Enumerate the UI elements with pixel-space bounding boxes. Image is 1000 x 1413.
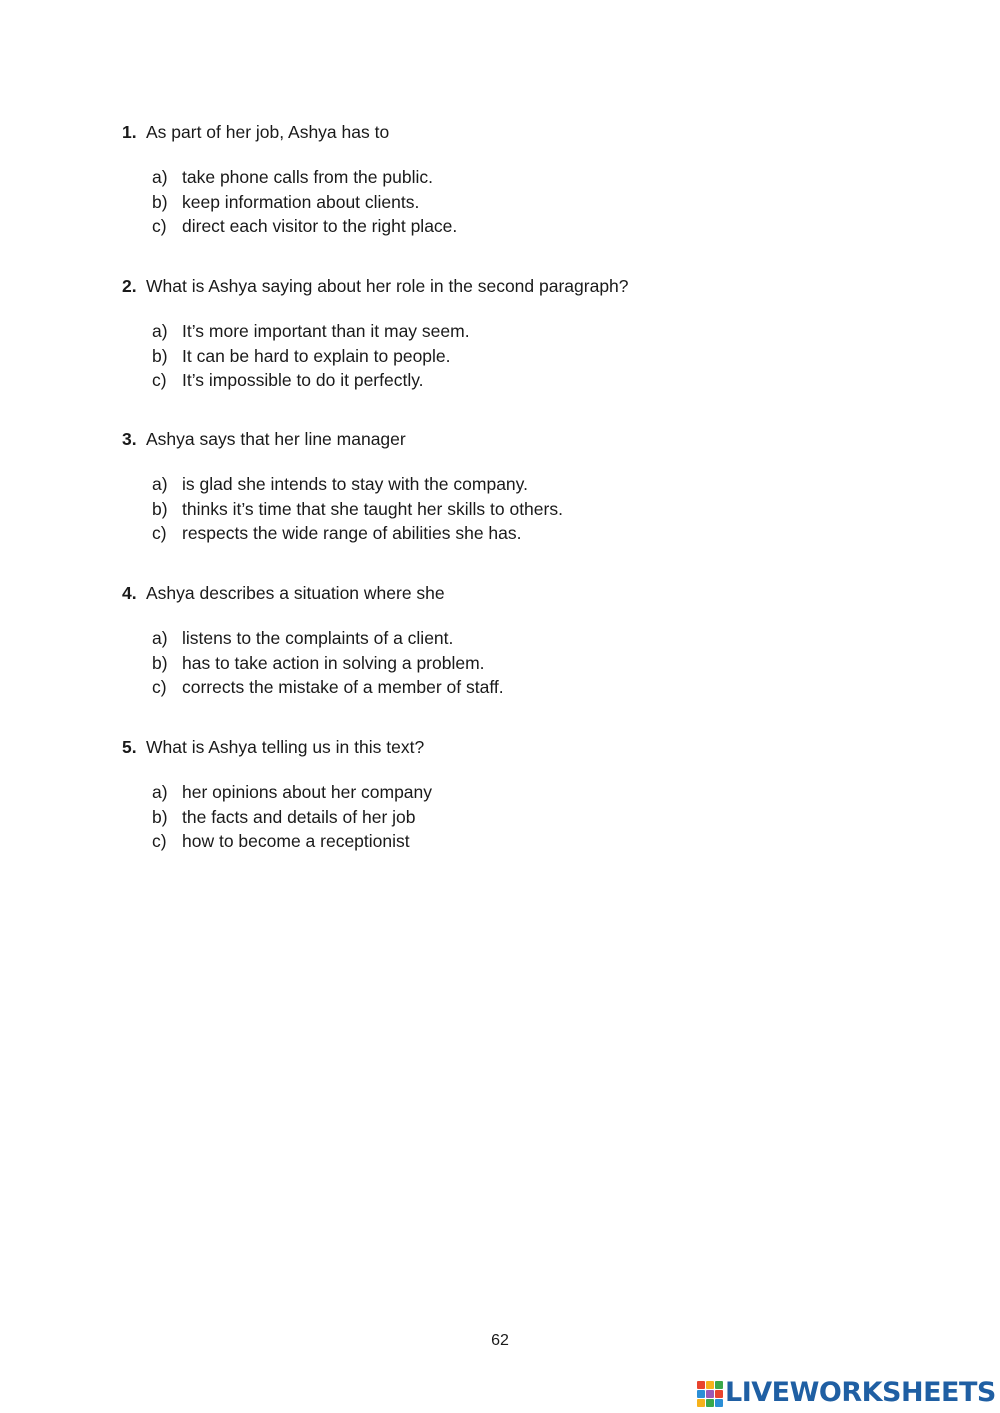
question-5: [122, 736, 882, 854]
option-letter: c): [152, 677, 167, 697]
option-a[interactable]: [152, 319, 882, 344]
option-text: corrects the mistake of a member of staff.: [182, 677, 504, 697]
option-letter: a): [152, 321, 168, 341]
brand-name: LIVEWORKSHEETS: [725, 1377, 996, 1408]
option-letter: b): [152, 345, 168, 366]
option-letter: a): [152, 474, 168, 494]
page-number: 62: [491, 1332, 509, 1349]
option-a[interactable]: [152, 780, 882, 805]
option-letter: c): [152, 831, 167, 851]
option-text: It’s more important than it may seem.: [182, 321, 470, 341]
option-a[interactable]: [152, 472, 882, 497]
options-list: [152, 319, 882, 393]
question-number: 2.: [122, 276, 137, 296]
question-stem: [122, 428, 882, 450]
question-text: As part of her job, Ashya has to: [146, 122, 390, 142]
options-list: [152, 626, 882, 700]
option-letter: a): [152, 782, 168, 802]
question-3: [122, 428, 882, 546]
options-list: [152, 780, 882, 854]
option-letter: a): [152, 628, 168, 648]
option-b[interactable]: [152, 651, 882, 676]
question-4: [122, 582, 882, 700]
option-c[interactable]: [152, 675, 882, 700]
option-text: has to take action in solving a problem.: [182, 652, 485, 673]
question-text: What is Ashya saying about her role in the second paragraph?: [146, 276, 629, 296]
question-text: What is Ashya telling us in this text?: [146, 737, 425, 757]
option-b[interactable]: [152, 190, 882, 215]
question-number: 4.: [122, 583, 137, 603]
question-2: [122, 275, 882, 393]
question-stem: [122, 736, 882, 758]
option-letter: b): [152, 498, 168, 519]
question-text: Ashya says that her line manager: [146, 429, 406, 449]
option-c[interactable]: [152, 521, 882, 546]
liveworksheets-logo-icon: [697, 1380, 723, 1406]
option-letter: b): [152, 806, 168, 827]
option-letter: a): [152, 167, 168, 187]
option-letter: b): [152, 191, 168, 212]
option-text: keep information about clients.: [182, 191, 420, 212]
option-a[interactable]: [152, 626, 882, 651]
option-c[interactable]: [152, 829, 882, 854]
option-text: listens to the complaints of a client.: [182, 628, 454, 648]
option-text: is glad she intends to stay with the company.: [182, 474, 528, 494]
option-text: It can be hard to explain to people.: [182, 345, 451, 366]
option-c[interactable]: [152, 368, 882, 393]
option-letter: c): [152, 370, 167, 390]
option-text: thinks it’s time that she taught her skills to others.: [182, 498, 563, 519]
option-text: It’s impossible to do it perfectly.: [182, 370, 424, 390]
option-b[interactable]: [152, 344, 882, 369]
question-text: Ashya describes a situation where she: [146, 583, 445, 603]
option-text: her opinions about her company: [182, 782, 433, 802]
options-list: [152, 472, 882, 546]
option-text: direct each visitor to the right place.: [182, 216, 458, 236]
option-text: take phone calls from the public.: [182, 167, 433, 187]
option-letter: c): [152, 216, 167, 236]
question-number: 3.: [122, 429, 137, 449]
question-stem: [122, 121, 882, 143]
option-text: how to become a receptionist: [182, 831, 410, 851]
option-letter: b): [152, 652, 168, 673]
option-a[interactable]: [152, 165, 882, 190]
option-letter: c): [152, 523, 167, 543]
question-1: [122, 121, 882, 239]
option-text: the facts and details of her job: [182, 806, 416, 827]
option-b[interactable]: [152, 805, 882, 830]
option-c[interactable]: [152, 214, 882, 239]
question-number: 5.: [122, 737, 137, 757]
question-number: 1.: [122, 122, 137, 142]
option-b[interactable]: [152, 497, 882, 522]
option-text: respects the wide range of abilities she has.: [182, 523, 522, 543]
question-stem: [122, 275, 882, 297]
options-list: [152, 165, 882, 239]
question-stem: [122, 582, 882, 604]
liveworksheets-branding[interactable]: [697, 1378, 996, 1408]
